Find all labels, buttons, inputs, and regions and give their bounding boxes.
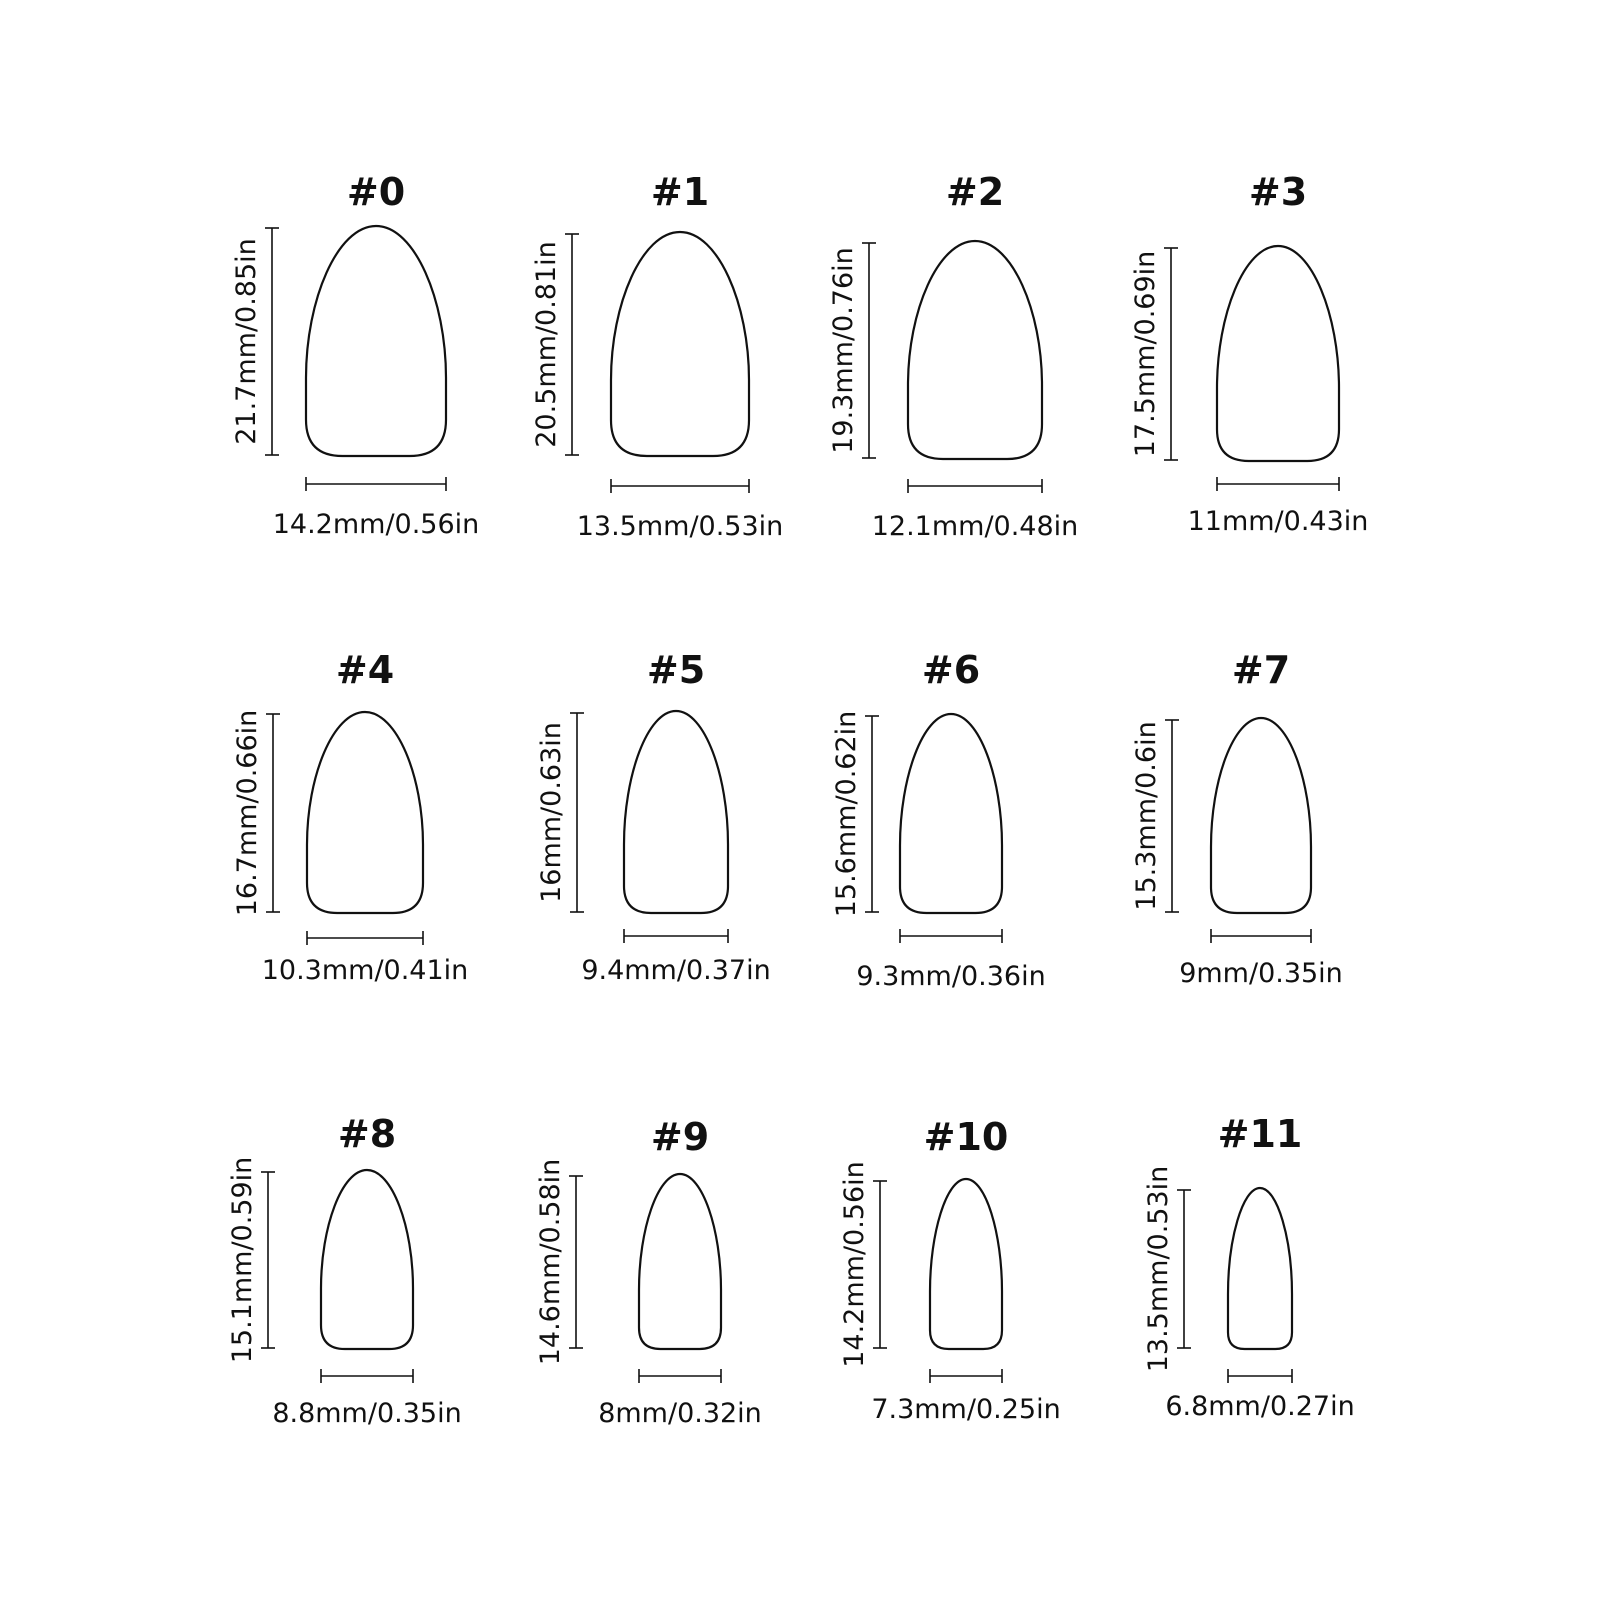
nail-outline	[930, 1179, 1002, 1349]
nail-size-label: #3	[1248, 170, 1308, 214]
nail-width-label: 8mm/0.32in	[598, 1398, 762, 1429]
nail-size-label: #4	[335, 648, 395, 692]
nail-item	[531, 170, 783, 542]
nail-item	[1130, 170, 1368, 537]
width-dimension-bar	[307, 931, 423, 945]
nail-outline	[908, 241, 1042, 459]
nail-size-label: #9	[650, 1115, 710, 1159]
nail-outline	[306, 226, 446, 456]
length-dimension-bar	[569, 1176, 583, 1348]
width-dimension-bar	[306, 477, 446, 491]
nail-length-label: 19.3mm/0.76in	[828, 247, 859, 454]
nail-length-label: 17.5mm/0.69in	[1130, 250, 1161, 458]
nail-outline	[1211, 718, 1311, 913]
width-dimension-bar	[1211, 929, 1311, 943]
nail-size-label: #11	[1217, 1112, 1303, 1156]
nail-outline	[321, 1170, 413, 1349]
nail-item	[536, 648, 771, 986]
nail-outline	[900, 714, 1002, 913]
length-dimension-bar	[873, 1181, 887, 1348]
nail-width-label: 6.8mm/0.27in	[1165, 1391, 1355, 1422]
nail-length-label: 14.6mm/0.58in	[535, 1158, 566, 1366]
nail-length-label: 20.5mm/0.81in	[531, 241, 562, 448]
nail-item	[231, 170, 479, 540]
nail-size-label: #10	[923, 1115, 1009, 1159]
nail-size-label: #8	[337, 1112, 397, 1156]
width-dimension-bar	[639, 1369, 721, 1383]
nail-length-label: 16.7mm/0.66in	[232, 709, 263, 917]
width-dimension-bar	[321, 1369, 413, 1383]
nail-width-label: 11mm/0.43in	[1187, 506, 1369, 537]
nail-width-label: 9mm/0.35in	[1179, 958, 1343, 989]
nail-width-label: 9.4mm/0.37in	[581, 955, 771, 986]
length-dimension-bar	[865, 716, 879, 912]
nail-item	[227, 1112, 462, 1429]
nail-size-label: #0	[346, 170, 406, 214]
nail-item	[232, 648, 468, 986]
nail-item	[535, 1115, 762, 1429]
nail-length-label: 16mm/0.63in	[536, 722, 567, 903]
width-dimension-bar	[930, 1369, 1002, 1383]
nail-size-label: #7	[1231, 648, 1291, 692]
nail-item	[831, 648, 1046, 992]
nail-item	[1131, 648, 1343, 989]
nail-width-label: 13.5mm/0.53in	[576, 511, 784, 542]
nail-width-label: 12.1mm/0.48in	[871, 511, 1079, 542]
nail-outline	[624, 711, 728, 913]
nail-size-label: #1	[650, 170, 710, 214]
nail-outline	[1228, 1188, 1292, 1349]
length-dimension-bar	[570, 713, 584, 912]
width-dimension-bar	[1228, 1369, 1292, 1383]
nail-length-label: 15.6mm/0.62in	[831, 710, 862, 918]
width-dimension-bar	[1217, 477, 1339, 491]
nail-size-label: #5	[646, 648, 706, 692]
length-dimension-bar	[261, 1172, 275, 1348]
length-dimension-bar	[862, 243, 876, 458]
nail-width-label: 10.3mm/0.41in	[261, 955, 469, 986]
width-dimension-bar	[611, 479, 749, 493]
width-dimension-bar	[624, 929, 728, 943]
length-dimension-bar	[1177, 1190, 1191, 1348]
nail-outline	[1217, 246, 1339, 461]
nail-length-label: 15.1mm/0.59in	[227, 1156, 258, 1364]
nail-outline	[307, 712, 423, 913]
width-dimension-bar	[908, 479, 1042, 493]
nail-item	[839, 1115, 1061, 1425]
nail-length-label: 15.3mm/0.6in	[1131, 721, 1162, 911]
nail-outline	[639, 1174, 721, 1349]
nail-width-label: 14.2mm/0.56in	[272, 509, 480, 540]
nail-item	[828, 170, 1078, 542]
length-dimension-bar	[1164, 248, 1178, 460]
nail-length-label: 13.5mm/0.53in	[1143, 1165, 1174, 1373]
nail-width-label: 7.3mm/0.25in	[871, 1394, 1061, 1425]
nail-size-label: #2	[945, 170, 1005, 214]
length-dimension-bar	[1165, 720, 1179, 912]
length-dimension-bar	[565, 234, 579, 455]
nail-size-label: #6	[921, 648, 981, 692]
nail-width-label: 8.8mm/0.35in	[272, 1398, 462, 1429]
nail-length-label: 21.7mm/0.85in	[231, 238, 262, 445]
nail-outline	[611, 232, 749, 456]
width-dimension-bar	[900, 929, 1002, 943]
nail-item	[1143, 1112, 1355, 1422]
length-dimension-bar	[265, 228, 279, 455]
nail-width-label: 9.3mm/0.36in	[856, 961, 1046, 992]
nail-length-label: 14.2mm/0.56in	[839, 1161, 870, 1368]
length-dimension-bar	[266, 714, 280, 912]
